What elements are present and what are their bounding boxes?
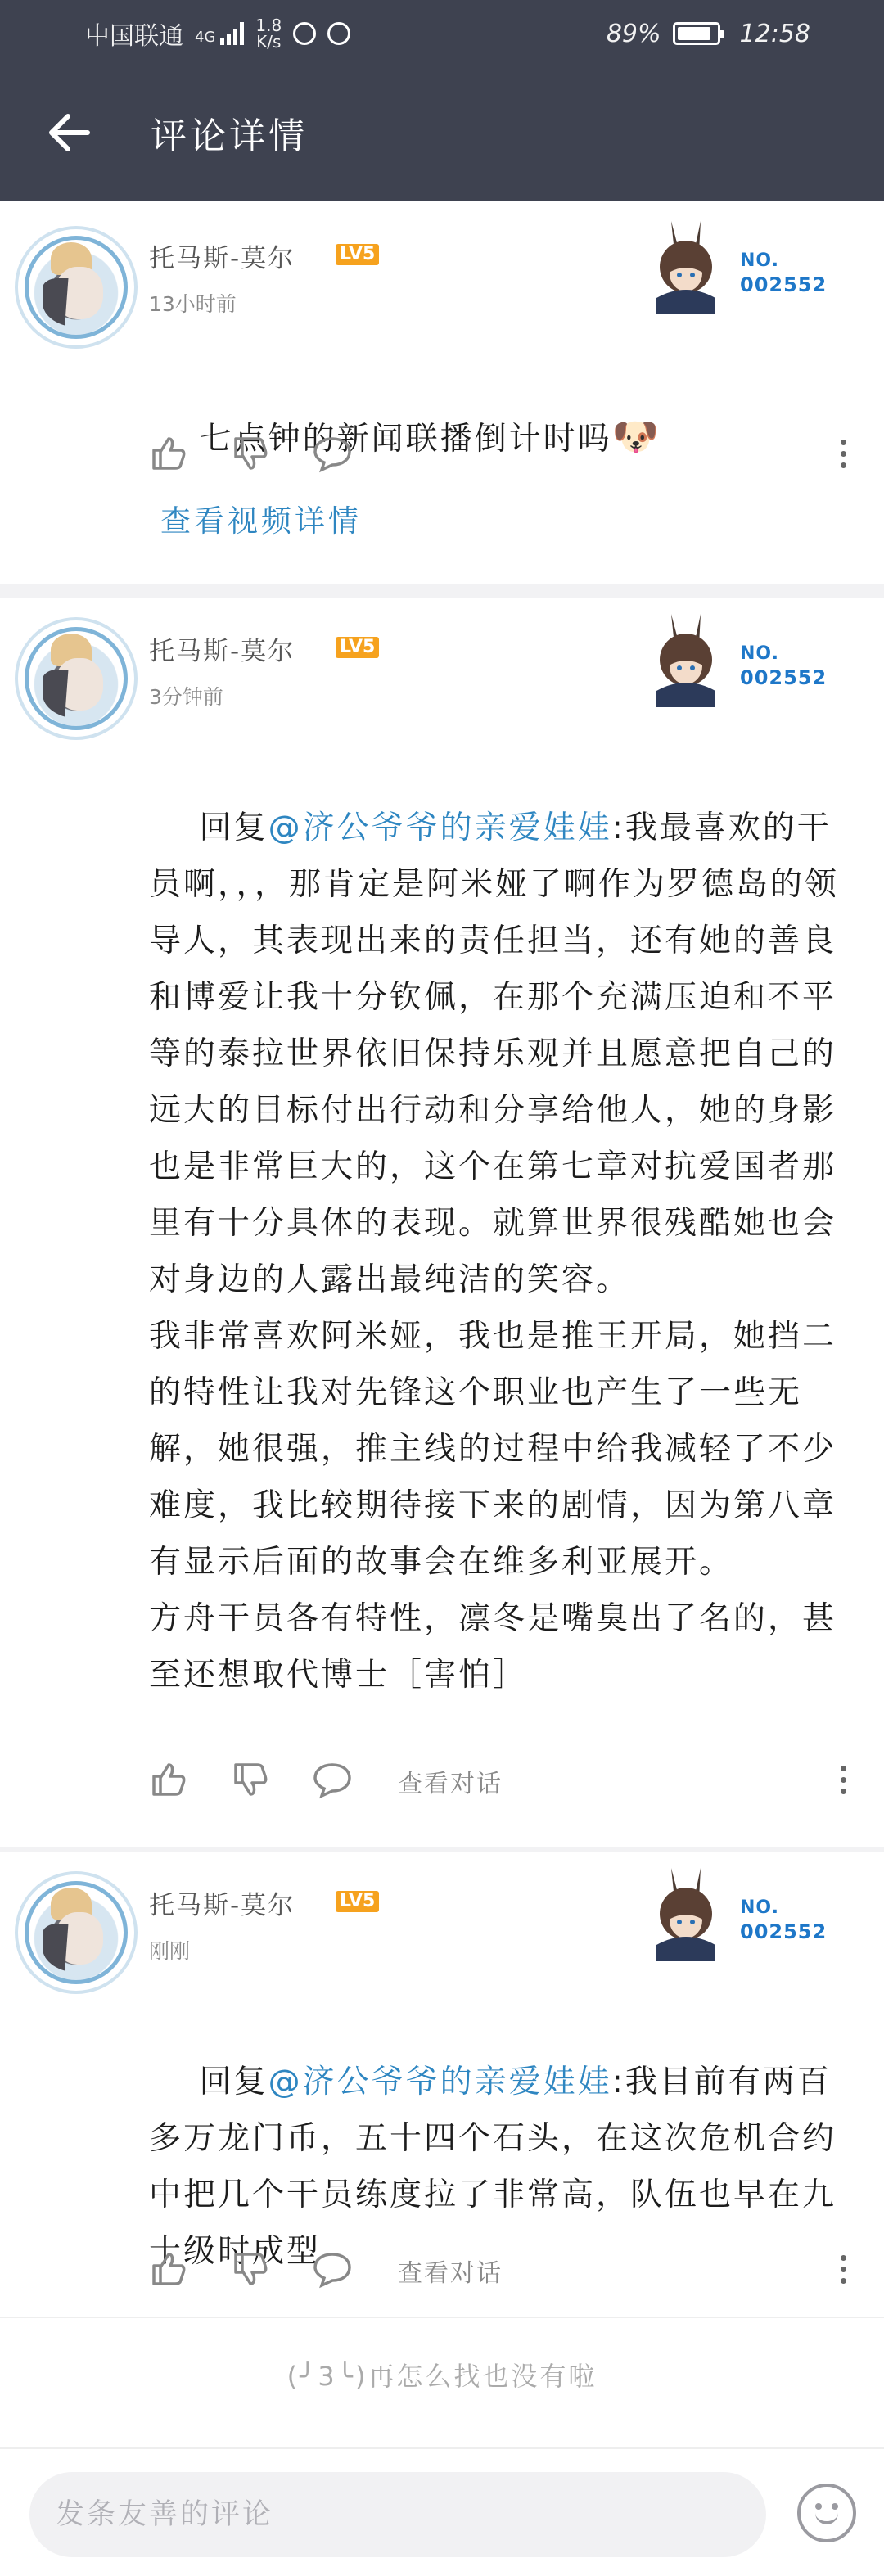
- chat-bubble-icon: [312, 2249, 353, 2289]
- avatar[interactable]: [15, 617, 138, 740]
- comment-time: 13小时前: [149, 292, 237, 316]
- dislike-button[interactable]: [228, 2246, 273, 2292]
- thumbs-up-icon: [149, 434, 188, 473]
- username[interactable]: 托马斯-莫尔: [149, 1891, 295, 1920]
- like-button[interactable]: [146, 2246, 192, 2292]
- back-button[interactable]: [36, 100, 101, 165]
- battery-percent: 89%: [606, 19, 661, 48]
- end-of-list-message: (╯3╰)再怎么找也没有啦: [286, 2361, 598, 2392]
- vpn-icon: [293, 22, 316, 45]
- comment-actions: [146, 2246, 866, 2295]
- mention-link[interactable]: @济公爷爷的亲爱娃娃: [268, 2064, 612, 2100]
- fan-badge: [637, 609, 850, 707]
- emoji-button[interactable]: [797, 2484, 856, 2542]
- comment-input[interactable]: [29, 2472, 766, 2557]
- dislike-button[interactable]: [228, 431, 273, 476]
- reply-button[interactable]: [309, 1757, 355, 1802]
- more-options-button[interactable]: [827, 431, 859, 476]
- avatar[interactable]: [15, 226, 138, 349]
- carrier-label: 中国联通: [85, 22, 183, 51]
- comment-actions: [146, 431, 866, 480]
- character-badge-icon: [637, 216, 735, 314]
- comment-time: 3分钟前: [149, 685, 223, 709]
- battery-icon: [673, 22, 720, 45]
- like-button[interactable]: [146, 431, 192, 476]
- badge-number: 002552: [740, 1920, 828, 1943]
- username[interactable]: 托马斯-莫尔: [149, 244, 295, 273]
- page-title: 评论详情: [151, 115, 308, 157]
- status-right: [607, 20, 810, 48]
- badge-no-label: NO.: [740, 643, 779, 664]
- view-conversation-link[interactable]: 查看对话: [398, 2259, 503, 2288]
- reply-button[interactable]: [309, 431, 355, 476]
- like-button[interactable]: [146, 1757, 192, 1802]
- comment-item: [0, 1852, 884, 2317]
- view-conversation-link[interactable]: 查看对话: [398, 1770, 503, 1798]
- comment-text-content: :我最喜欢的干员啊，，，那肯定是阿米娅了啊作为罗德岛的领导人，其表现出来的责任担当，还有她的善良和博爱让我十分钦佩，在那个充满压迫和不平等的泰拉世界依旧保持乐观并且愿意把自己的远大的目标付出行动和分享给他人，她的身影也是非常巨大的，这个在第七章对抗爱国者那里有十分具体的表现。就算世界很残酷她也会对身边的人露出最纯洁的笑容。 我非常喜欢阿米娅，我也是推王开局，她挡二的特性让我对先锋这个职业也产生了一些无解，她很强，推主线的过程中给我减轻了不少难度，我比较期待接下来的剧情，因为第八章有显示后面的故事会在维多利亚展开。 方舟干员各有特性，凛冬是嘴臭出了名的，甚至还想取代博士［害怕］: [149, 810, 840, 1694]
- thumbs-up-icon: [149, 1760, 188, 1799]
- alarm-icon: [327, 22, 350, 45]
- comment-item: [0, 598, 884, 1847]
- network-speed: [255, 17, 282, 50]
- reply-prefix: 回复: [199, 810, 268, 846]
- bottom-input-bar: [0, 2447, 884, 2576]
- thumbs-up-icon: [149, 2249, 188, 2289]
- avatar[interactable]: [15, 1871, 138, 1994]
- level-badge: LV5: [336, 244, 379, 265]
- more-options-button[interactable]: [827, 2246, 859, 2292]
- badge-no-label: NO.: [740, 1897, 779, 1918]
- level-badge: LV5: [336, 637, 379, 658]
- badge-number: 002552: [740, 273, 828, 296]
- fan-badge: [637, 216, 850, 314]
- thumbs-down-icon: [231, 434, 270, 473]
- clock: 12:58: [739, 19, 810, 48]
- chat-bubble-icon: [312, 1760, 353, 1799]
- comment-text-content: :我目前有两百多万龙门币，五十四个石头，在这次危机合约中把几个干员练度拉了非常高，队伍也早在九十级时成型: [149, 2064, 837, 2270]
- level-badge: LV5: [336, 1891, 379, 1912]
- mention-link[interactable]: @济公爷爷的亲爱娃娃: [268, 810, 612, 846]
- reply-button[interactable]: [309, 2246, 355, 2292]
- thumbs-down-icon: [231, 1760, 270, 1799]
- dog-emoji: 🐶: [611, 414, 661, 458]
- network-type: 4G: [195, 29, 216, 46]
- comment-actions: [146, 1757, 866, 1806]
- back-arrow-icon: [47, 113, 91, 152]
- speed-unit: K/s: [256, 32, 282, 52]
- view-video-link[interactable]: 查看视频详情: [160, 503, 362, 539]
- reply-prefix: 回复: [199, 2064, 268, 2100]
- badge-no-label: NO.: [740, 250, 779, 271]
- signal-icon: [220, 22, 244, 45]
- comment-time: 刚刚: [149, 1939, 191, 1963]
- badge-number: 002552: [740, 666, 828, 689]
- nav-bar: [0, 80, 884, 185]
- status-left: [85, 16, 350, 52]
- section-divider: [0, 2317, 884, 2318]
- username[interactable]: 托马斯-莫尔: [149, 637, 295, 666]
- fan-badge: [637, 1863, 850, 1961]
- comment-item: [0, 201, 884, 584]
- dislike-button[interactable]: [228, 1757, 273, 1802]
- section-divider: [0, 584, 884, 598]
- speed-value: 1.8: [255, 16, 282, 35]
- status-bar: [0, 0, 884, 67]
- chat-bubble-icon: [312, 434, 353, 473]
- thumbs-down-icon: [231, 2249, 270, 2289]
- character-badge-icon: [637, 609, 735, 707]
- comment-text: [149, 743, 850, 1760]
- top-header: [0, 0, 884, 201]
- character-badge-icon: [637, 1863, 735, 1961]
- comment-text-content: 七点钟的新闻联播倒计时吗: [199, 421, 612, 458]
- more-options-button[interactable]: [827, 1757, 859, 1802]
